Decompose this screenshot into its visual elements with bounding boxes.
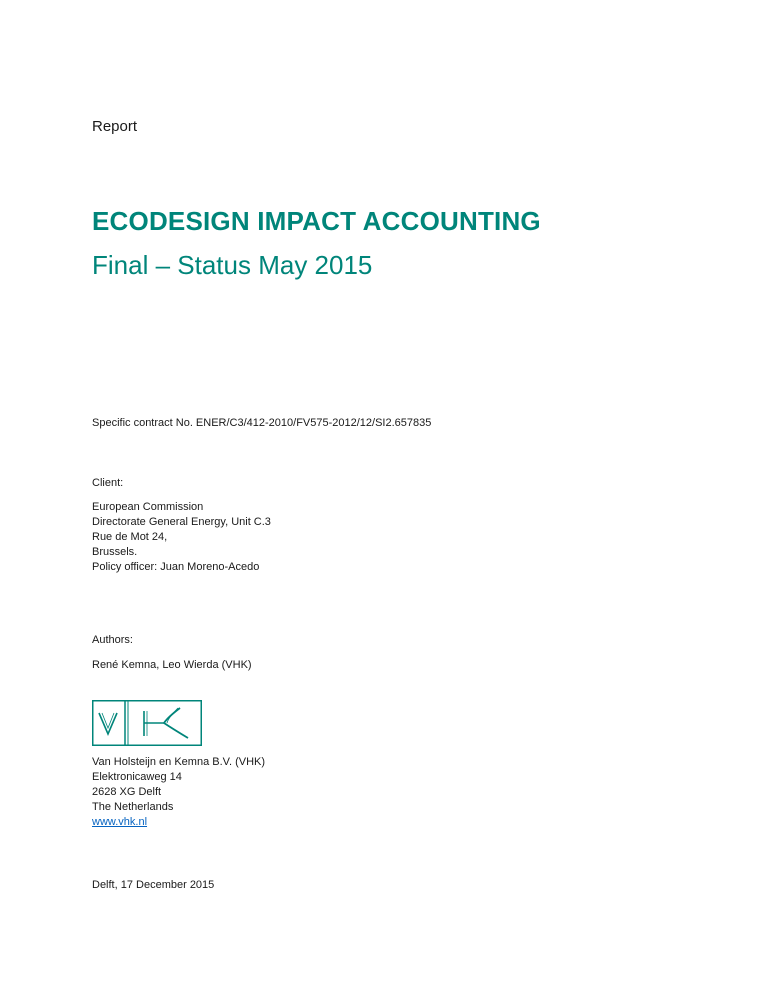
place-and-date: Delft, 17 December 2015 bbox=[92, 879, 215, 891]
client-line: Brussels. bbox=[92, 546, 138, 558]
company-line: Elektronicaweg 14 bbox=[92, 771, 182, 783]
document-type-label: Report bbox=[92, 118, 138, 135]
client-details bbox=[92, 500, 271, 575]
authors-label: Authors: bbox=[92, 634, 133, 646]
company-line: 2628 XG Delft bbox=[92, 786, 162, 798]
client-line: Directorate General Energy, Unit C.3 bbox=[92, 516, 271, 528]
client-line: European Commission bbox=[92, 501, 204, 513]
contract-number: Specific contract No. ENER/C3/412-2010/FV575-2012/12/SI2.657835 bbox=[92, 417, 432, 429]
company-line: Van Holsteijn en Kemna B.V. (VHK) bbox=[92, 756, 266, 768]
client-line: Rue de Mot 24, bbox=[92, 531, 168, 543]
vhk-logo-icon bbox=[92, 700, 202, 746]
company-website-link[interactable]: www.vhk.nl bbox=[92, 816, 148, 828]
company-address bbox=[92, 755, 265, 830]
company-line: The Netherlands bbox=[92, 801, 174, 813]
client-line: Policy officer: Juan Moreno-Acedo bbox=[92, 561, 260, 573]
authors-names: René Kemna, Leo Wierda (VHK) bbox=[92, 659, 252, 671]
report-title: ECODESIGN IMPACT ACCOUNTING bbox=[92, 206, 541, 236]
report-subtitle: Final – Status May 2015 bbox=[92, 250, 373, 280]
client-label: Client: bbox=[92, 477, 124, 489]
